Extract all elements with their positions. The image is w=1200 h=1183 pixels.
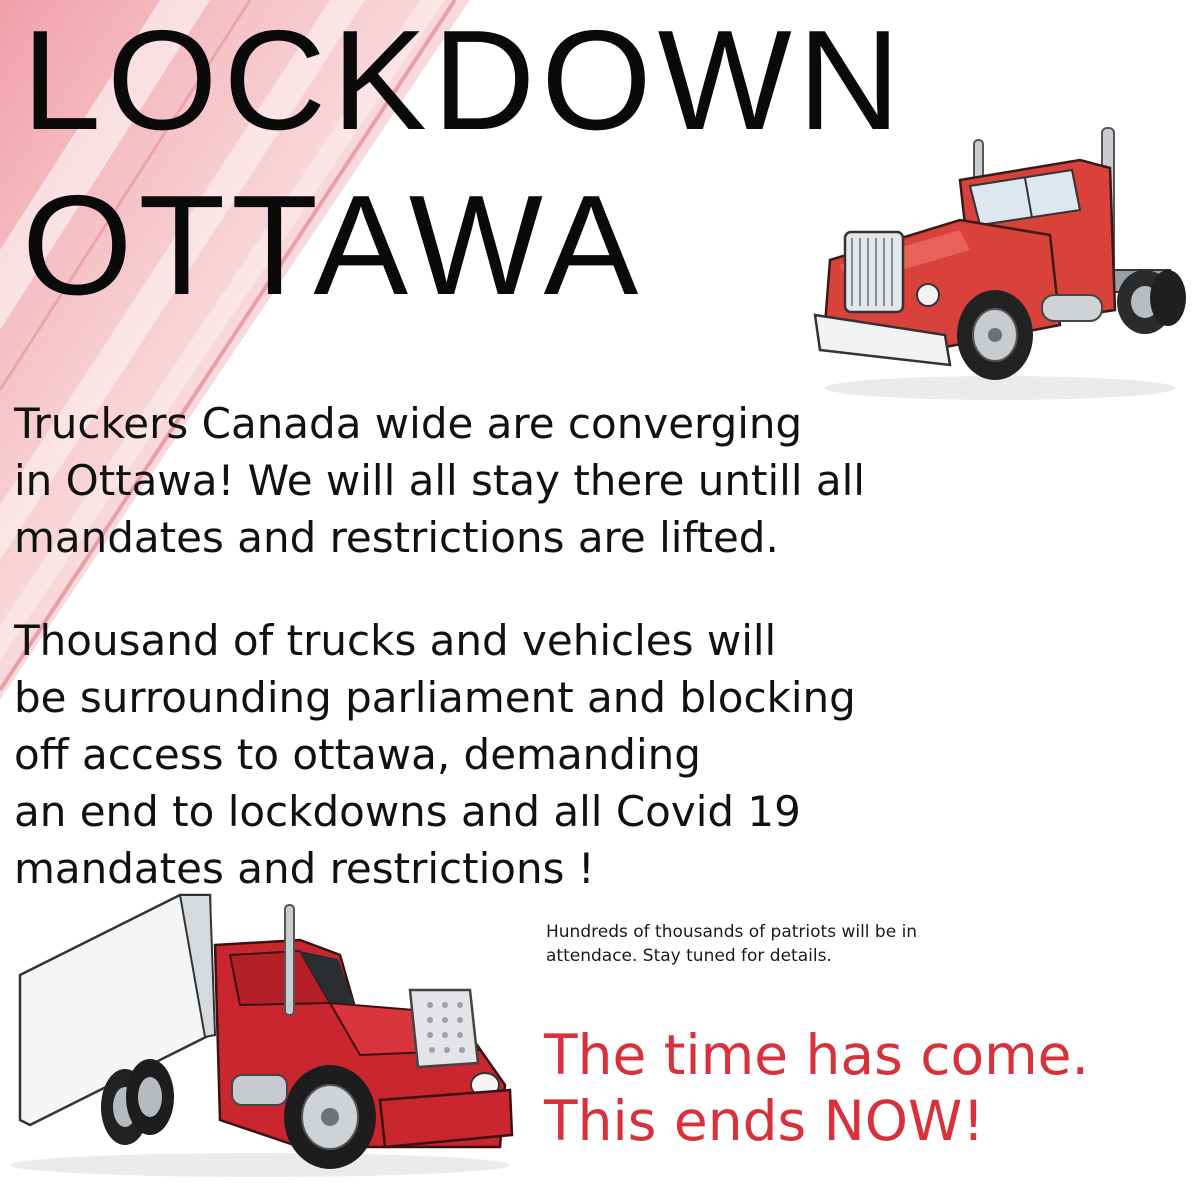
paragraph-demands xyxy=(14,612,856,897)
paragraph-converging xyxy=(14,395,865,566)
slogan xyxy=(544,1022,1089,1154)
headline-lockdown: LOCKDOWN xyxy=(22,1,907,160)
semi-truck-icon xyxy=(810,120,1190,410)
note-line: Hundreds of thousands of patriots will be in xyxy=(546,922,918,942)
slogan-line: The time has come. xyxy=(544,1023,1090,1087)
paragraph-line: be surrounding parliament and blocking xyxy=(14,673,856,722)
paragraph-line: Thousand of trucks and vehicles will xyxy=(14,616,777,665)
paragraph-line: mandates and restrictions ! xyxy=(14,844,595,893)
paragraph-line: mandates and restrictions are lifted. xyxy=(14,513,779,562)
slogan-line: This ends NOW! xyxy=(544,1089,985,1153)
box-truck-icon xyxy=(0,885,530,1180)
paragraph-line: Truckers Canada wide are converging xyxy=(14,399,803,448)
headline-ottawa: OTTAWA xyxy=(22,166,645,325)
paragraph-line: off access to ottawa, demanding xyxy=(14,730,701,779)
paragraph-line: in Ottawa! We will all stay there untill all xyxy=(14,456,865,505)
note-line: attendace. Stay tuned for details. xyxy=(546,946,832,966)
attendance-note xyxy=(546,920,917,968)
paragraph-line: an end to lockdowns and all Covid 19 xyxy=(14,787,801,836)
